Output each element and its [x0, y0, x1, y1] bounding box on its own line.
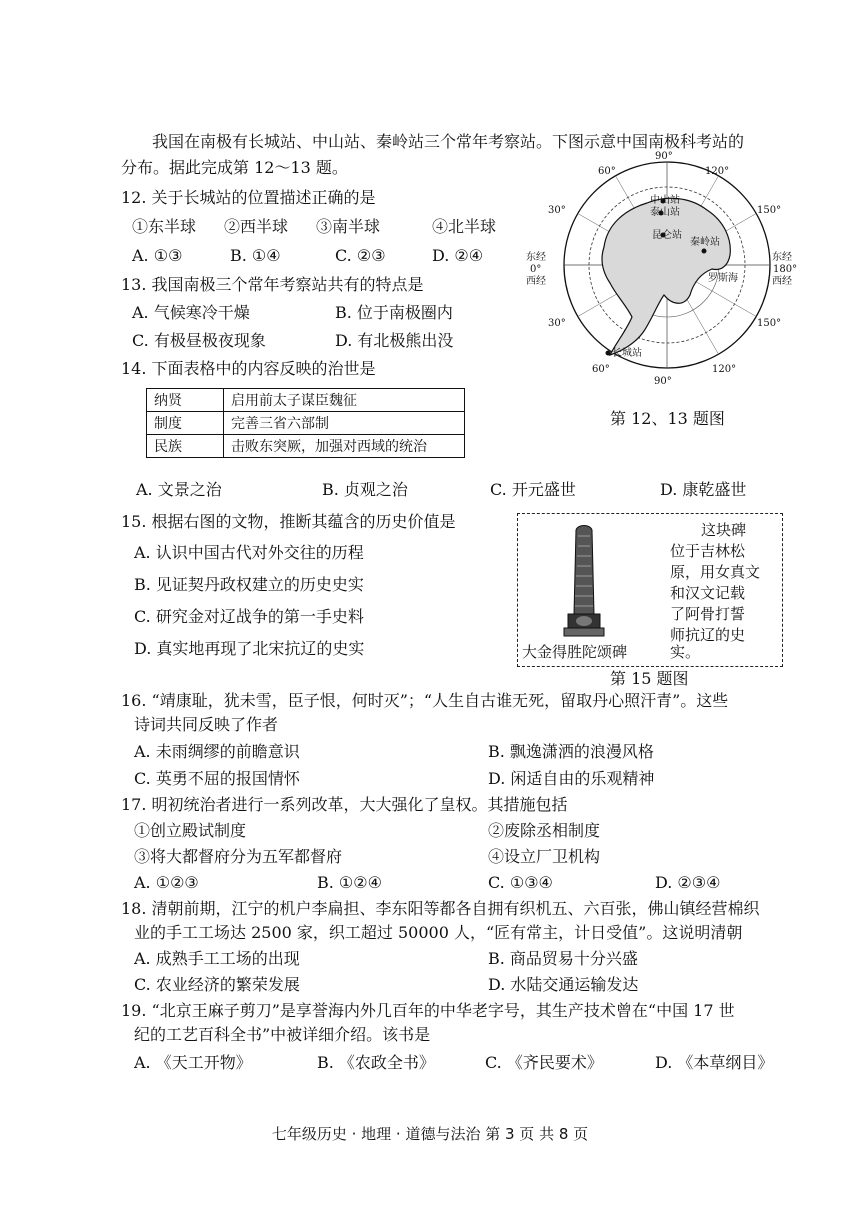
map-label-east-left: 东经	[526, 252, 546, 263]
q19-line-1: 19. “北京王麻子剪刀”是享誉海内外几百年的中华老字号，其生产技术曾在“中国 17 世	[121, 1001, 735, 1020]
q17-option-c[interactable]: C. ①③④	[488, 873, 553, 892]
q15-option-b[interactable]: B. 见证契丹政权建立的历史史实	[134, 575, 364, 594]
q12-item-1: ①东半球	[132, 217, 197, 236]
table-cell: 完善三省六部制	[224, 412, 465, 435]
q12-stem: 12. 关于长城站的位置描述正确的是	[121, 188, 376, 207]
page-footer: 七年级历史 · 地理 · 道德与法治 第 3 页 共 8 页	[271, 1125, 589, 1143]
q15-stem: 15. 根据右图的文物，推断其蕴含的历史价值是	[121, 512, 456, 531]
map-label-east-right: 东经	[772, 252, 792, 263]
box-text-line-5: 了阿骨打誓	[670, 605, 746, 623]
q19-option-b[interactable]: B. 《农政全书》	[317, 1053, 435, 1072]
q14-option-d[interactable]: D. 康乾盛世	[660, 480, 747, 499]
map-label-150-bottom: 150°	[757, 318, 782, 329]
q15-option-c[interactable]: C. 研究金对辽战争的第一手史料	[134, 607, 364, 626]
intro-line-1: 我国在南极有长城站、中山站、秦岭站三个常年考察站。下图示意中国南极科考站的	[152, 132, 745, 151]
table-cell: 制度	[147, 412, 224, 435]
q19-option-c[interactable]: C. 《齐民要术》	[485, 1053, 603, 1072]
q18-option-d[interactable]: D. 水陆交通运输发达	[488, 975, 639, 994]
table-row	[147, 412, 465, 435]
map-label-60-bottom: 60°	[592, 364, 610, 375]
antarctica-map	[512, 155, 812, 395]
q14-stem: 14. 下面表格中的内容反映的治世是	[121, 359, 376, 378]
q16-option-b[interactable]: B. 飘逸潇洒的浪漫风格	[488, 742, 654, 761]
q12-item-2: ②西半球	[224, 217, 289, 236]
q12-option-d[interactable]: D. ②④	[432, 246, 484, 265]
map-station-taishan: 泰山站	[650, 207, 680, 218]
q12-option-b[interactable]: B. ①④	[230, 246, 281, 265]
q18-option-c[interactable]: C. 农业经济的繁荣发展	[134, 975, 300, 994]
map-label-west-right: 西经	[772, 276, 792, 287]
station-qinling-dot	[702, 249, 707, 254]
q17-option-d[interactable]: D. ②③④	[655, 873, 721, 892]
box-text-line-4: 和汉文记载	[670, 584, 746, 602]
q17-item-1: ①创立殿试制度	[134, 821, 247, 840]
map-station-qinling: 秦岭站	[690, 237, 720, 248]
q12-item-4: ④北半球	[432, 217, 497, 236]
intro-line-2: 分布。据此完成第 12～13 题。	[121, 158, 348, 177]
q18-line-2: 业的手工工场达 2500 家，织工超过 50000 人，“匠有常主，计日受值”。这说明清朝	[134, 923, 743, 942]
table-cell: 启用前太子谋臣魏征	[224, 389, 465, 412]
q15-caption: 第 15 题图	[610, 669, 689, 688]
q16-line-1: 16. “靖康耻，犹未雪，臣子恨，何时灭”；“人生自古谁无死，留取丹心照汗青”。这些	[121, 691, 729, 710]
q13-option-b[interactable]: B. 位于南极圈内	[335, 303, 453, 322]
q14-option-b[interactable]: B. 贞观之治	[322, 480, 408, 499]
q17-option-a[interactable]: A. ①②③	[134, 873, 199, 892]
station-changcheng-dot	[606, 351, 611, 356]
q15-option-a[interactable]: A. 认识中国古代对外交往的历程	[134, 543, 364, 562]
q15-option-d[interactable]: D. 真实地再现了北宋抗辽的史实	[134, 639, 365, 658]
map-label-0: 0°	[530, 264, 542, 275]
map-label-120-bottom: 120°	[712, 364, 737, 375]
map-label-150-top: 150°	[757, 205, 782, 216]
q12-option-c[interactable]: C. ②③	[335, 246, 386, 265]
map-label-30-top: 30°	[548, 205, 566, 216]
q13-option-a[interactable]: A. 气候寒冷干燥	[132, 303, 250, 322]
stele-image	[556, 522, 612, 642]
q14-option-c[interactable]: C. 开元盛世	[490, 480, 576, 499]
q18-line-1: 18. 清朝前期，江宁的机户李扁担、李东阳等都各自拥有织机五、六百张，佛山镇经营棉织	[121, 899, 760, 918]
map-station-changcheng: 长城站	[612, 348, 642, 359]
map-ross-sea: 罗斯海	[708, 273, 738, 284]
q19-line-2: 纪的工艺百科全书”中被详细介绍。该书是	[134, 1025, 431, 1044]
map-station-kunlun: 昆仑站	[652, 230, 682, 241]
map-label-top: 90°	[655, 151, 673, 162]
q19-option-a[interactable]: A. 《天工开物》	[134, 1053, 252, 1072]
stele-label: 大金得胜陀颂碑	[522, 643, 628, 661]
q16-option-a[interactable]: A. 未雨绸缪的前瞻意识	[134, 742, 300, 761]
map-label-180: 180°	[773, 264, 798, 275]
box-text-line-2: 位于吉林松	[670, 542, 746, 560]
q17-item-3: ③将大都督府分为五军都督府	[134, 847, 343, 866]
q16-line-2: 诗词共同反映了作者	[134, 715, 279, 734]
q19-option-d[interactable]: D. 《本草纲目》	[655, 1053, 774, 1072]
q12-option-a[interactable]: A. ①③	[132, 246, 183, 265]
map-label-30-bottom: 30°	[548, 318, 566, 329]
box-text-line-1: 这块碑	[701, 521, 747, 539]
q16-option-c[interactable]: C. 英勇不屈的报国情怀	[134, 769, 300, 788]
q14-table	[146, 388, 465, 458]
q18-option-a[interactable]: A. 成熟手工工场的出现	[134, 949, 300, 968]
map-label-west-left: 西经	[526, 276, 546, 287]
table-row	[147, 435, 465, 458]
q18-option-b[interactable]: B. 商品贸易十分兴盛	[488, 949, 638, 968]
table-cell: 击败东突厥，加强对西域的统治	[224, 435, 465, 458]
q17-stem: 17. 明初统治者进行一系列改革，大大强化了皇权。其措施包括	[121, 795, 568, 814]
map-label-60-top: 60°	[598, 166, 616, 177]
box-text-line-6: 师抗辽的史	[670, 626, 746, 644]
q16-option-d[interactable]: D. 闲适自由的乐观精神	[488, 769, 655, 788]
box-text-line-7: 实。	[670, 643, 701, 661]
table-cell: 纳贤	[147, 389, 224, 412]
q17-item-4: ④设立厂卫机构	[488, 847, 601, 866]
table-row	[147, 389, 465, 412]
q13-option-d[interactable]: D. 有北极熊出没	[335, 331, 454, 350]
map-label-bottom: 90°	[654, 376, 672, 387]
q17-option-b[interactable]: B. ①②④	[317, 873, 382, 892]
q12-item-3: ③南半球	[316, 217, 381, 236]
map-caption: 第 12、13 题图	[610, 409, 725, 428]
q17-item-2: ②废除丞相制度	[488, 821, 601, 840]
q15-figure-box	[517, 513, 783, 667]
map-label-120-top: 120°	[705, 166, 730, 177]
q13-stem: 13. 我国南极三个常年考察站共有的特点是	[121, 275, 424, 294]
box-text-line-3: 原，用女真文	[670, 563, 761, 581]
q14-option-a[interactable]: A. 文景之治	[136, 480, 222, 499]
map-station-zhongshan: 中山站	[650, 195, 680, 206]
q13-option-c[interactable]: C. 有极昼极夜现象	[132, 331, 266, 350]
table-cell: 民族	[147, 435, 224, 458]
